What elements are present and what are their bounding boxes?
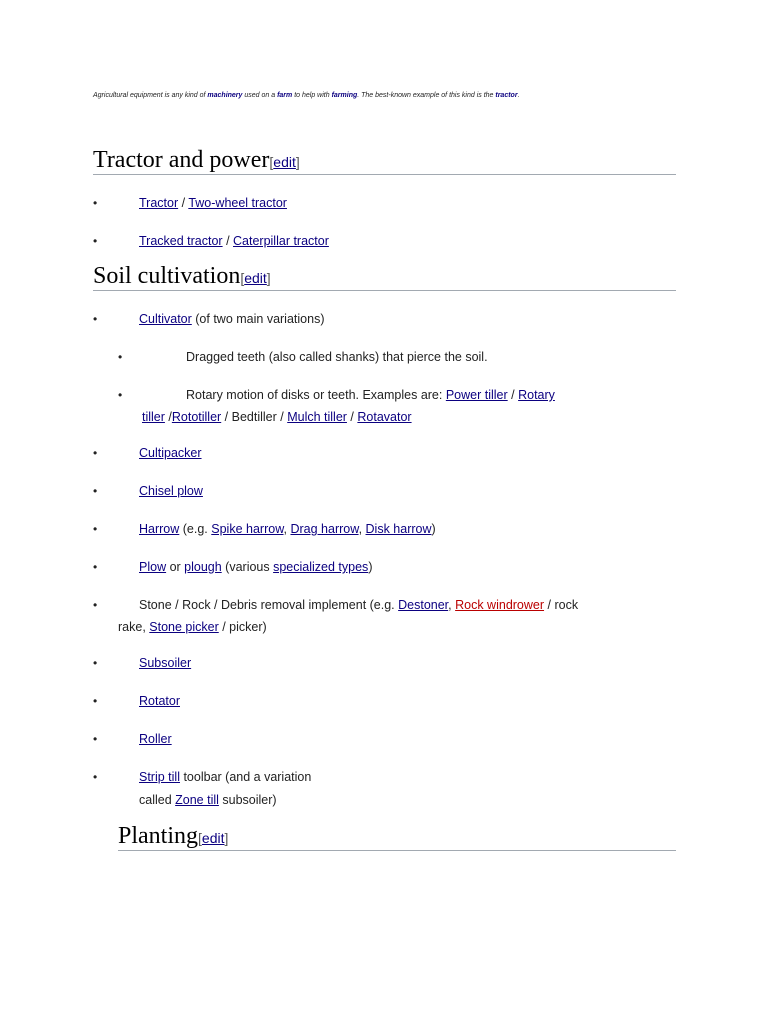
- bullet: •: [93, 234, 98, 248]
- bullet: •: [93, 656, 98, 670]
- link-strip-till[interactable]: Strip till: [139, 770, 180, 784]
- separator: /: [222, 234, 234, 248]
- link-plough[interactable]: plough: [184, 560, 222, 574]
- edit-section: [198, 830, 228, 846]
- separator: /: [178, 196, 189, 210]
- bullet: •: [93, 732, 98, 746]
- bullet: •: [93, 446, 98, 460]
- item-text: rake,: [118, 620, 150, 634]
- intro-text: .: [517, 92, 520, 99]
- link-tractor-intro[interactable]: tractor: [495, 92, 518, 99]
- bullet: •: [118, 388, 123, 402]
- bracket-open: [: [240, 270, 245, 286]
- link-drag-harrow[interactable]: Drag harrow: [290, 522, 359, 536]
- link-machinery[interactable]: machinery: [207, 92, 243, 99]
- list-item-text: [139, 192, 287, 214]
- link-rotary-tiller[interactable]: Rotary: [518, 388, 555, 402]
- bullet: •: [93, 694, 98, 708]
- item-text: / picker): [218, 620, 267, 634]
- item-text: ): [368, 560, 373, 574]
- item-text: or: [166, 560, 185, 574]
- list-item-text: [139, 652, 191, 674]
- bullet: •: [93, 522, 98, 536]
- item-text: called: [139, 793, 176, 807]
- sub-item-text: [186, 384, 555, 406]
- item-text: ): [431, 522, 436, 536]
- link-tractor[interactable]: Tractor: [139, 196, 179, 210]
- heading-tractor-and-power: [93, 146, 676, 175]
- link-roller[interactable]: Roller: [139, 732, 172, 746]
- link-destoner[interactable]: Destoner: [398, 598, 449, 612]
- link-stone-picker[interactable]: Stone picker: [149, 620, 219, 634]
- separator: /: [164, 410, 172, 424]
- item-text: toolbar (and a variation: [179, 770, 312, 784]
- list-item-strip-till-continued: [139, 789, 277, 811]
- bullet: •: [93, 598, 98, 612]
- link-tracked-tractor[interactable]: Tracked tractor: [139, 234, 223, 248]
- bracket-open: [: [269, 154, 274, 170]
- bullet: •: [93, 312, 98, 326]
- separator: /: [346, 410, 358, 424]
- heading-soil-cultivation: [93, 262, 676, 291]
- link-rotator[interactable]: Rotator: [139, 694, 180, 708]
- heading-planting: [118, 822, 676, 851]
- link-subsoiler[interactable]: Subsoiler: [139, 656, 192, 670]
- link-caterpillar-tractor[interactable]: Caterpillar tractor: [233, 234, 329, 248]
- link-rotary-tiller-cont[interactable]: tiller: [142, 410, 165, 424]
- link-mulch-tiller[interactable]: Mulch tiller: [287, 410, 347, 424]
- bracket-open: [: [198, 830, 202, 846]
- list-item-text: [139, 308, 324, 330]
- link-rotavator[interactable]: Rotavator: [357, 410, 412, 424]
- bracket-close: ]: [266, 270, 271, 286]
- link-rock-windrower[interactable]: Rock windrower: [455, 598, 545, 612]
- separator: ,: [358, 522, 366, 536]
- link-power-tiller[interactable]: Power tiller: [445, 388, 508, 402]
- item-text: Rotary motion of disks or teeth. Examples are:: [186, 388, 446, 402]
- link-cultipacker[interactable]: Cultipacker: [139, 446, 202, 460]
- item-text: subsoiler): [218, 793, 277, 807]
- list-item-text: [139, 556, 372, 578]
- link-two-wheel-tractor[interactable]: Two-wheel tractor: [188, 196, 287, 210]
- link-specialized-types[interactable]: specialized types: [273, 560, 369, 574]
- intro-paragraph: [93, 92, 693, 99]
- sub-item-text: Dragged teeth (also called shanks) that pierce the soil.: [186, 350, 488, 364]
- item-text: (e.g.: [179, 522, 212, 536]
- link-chisel-plow[interactable]: Chisel plow: [139, 484, 203, 498]
- intro-text: used on a: [242, 92, 278, 99]
- separator: ,: [448, 598, 456, 612]
- edit-link[interactable]: edit: [201, 830, 225, 846]
- list-item-text: [139, 728, 172, 750]
- list-item-text: [139, 690, 180, 712]
- sub-item-rotary-continued: [142, 406, 412, 428]
- heading-title: Soil cultivation: [93, 263, 241, 289]
- intro-text: Agricultural equipment is any kind of: [93, 92, 208, 99]
- link-zone-till[interactable]: Zone till: [175, 793, 219, 807]
- separator: /: [507, 388, 519, 402]
- edit-link[interactable]: edit: [273, 154, 296, 170]
- item-text: / rock: [544, 598, 579, 612]
- item-text: Stone / Rock / Debris removal implement (e.g.: [139, 598, 399, 612]
- link-farming[interactable]: farming: [331, 92, 358, 99]
- list-item-text: [139, 766, 311, 788]
- bullet: •: [93, 484, 98, 498]
- bracket-close: ]: [295, 154, 300, 170]
- list-item-stone-continued: [118, 616, 267, 638]
- link-spike-harrow[interactable]: Spike harrow: [211, 522, 284, 536]
- item-text: / Bedtiller /: [221, 410, 288, 424]
- link-cultivator[interactable]: Cultivator: [139, 312, 192, 326]
- bracket-close: ]: [224, 830, 229, 846]
- item-text: (various: [221, 560, 274, 574]
- list-item-text: [139, 480, 203, 502]
- link-plow[interactable]: Plow: [139, 560, 167, 574]
- link-rototiller[interactable]: Rototiller: [171, 410, 222, 424]
- list-item-text: [139, 230, 329, 252]
- list-item-text: [139, 442, 202, 464]
- bullet: •: [93, 770, 98, 784]
- heading-title: Planting: [118, 823, 199, 849]
- list-item-text: [139, 518, 436, 540]
- link-farm[interactable]: farm: [277, 92, 293, 99]
- intro-text: to help with: [292, 92, 332, 99]
- item-text: (of two main variations): [191, 312, 325, 326]
- edit-section: [269, 154, 299, 170]
- edit-link[interactable]: edit: [244, 270, 267, 286]
- separator: ,: [283, 522, 291, 536]
- bullet: •: [118, 350, 123, 364]
- link-disk-harrow[interactable]: Disk harrow: [365, 522, 432, 536]
- bullet: •: [93, 560, 98, 574]
- bullet: •: [93, 196, 98, 210]
- list-item-text: [139, 594, 578, 616]
- edit-section: [240, 270, 270, 286]
- intro-text: . The best-known example of this kind is the: [357, 92, 496, 99]
- link-harrow[interactable]: Harrow: [139, 522, 180, 536]
- heading-title: Tractor and power: [93, 147, 270, 173]
